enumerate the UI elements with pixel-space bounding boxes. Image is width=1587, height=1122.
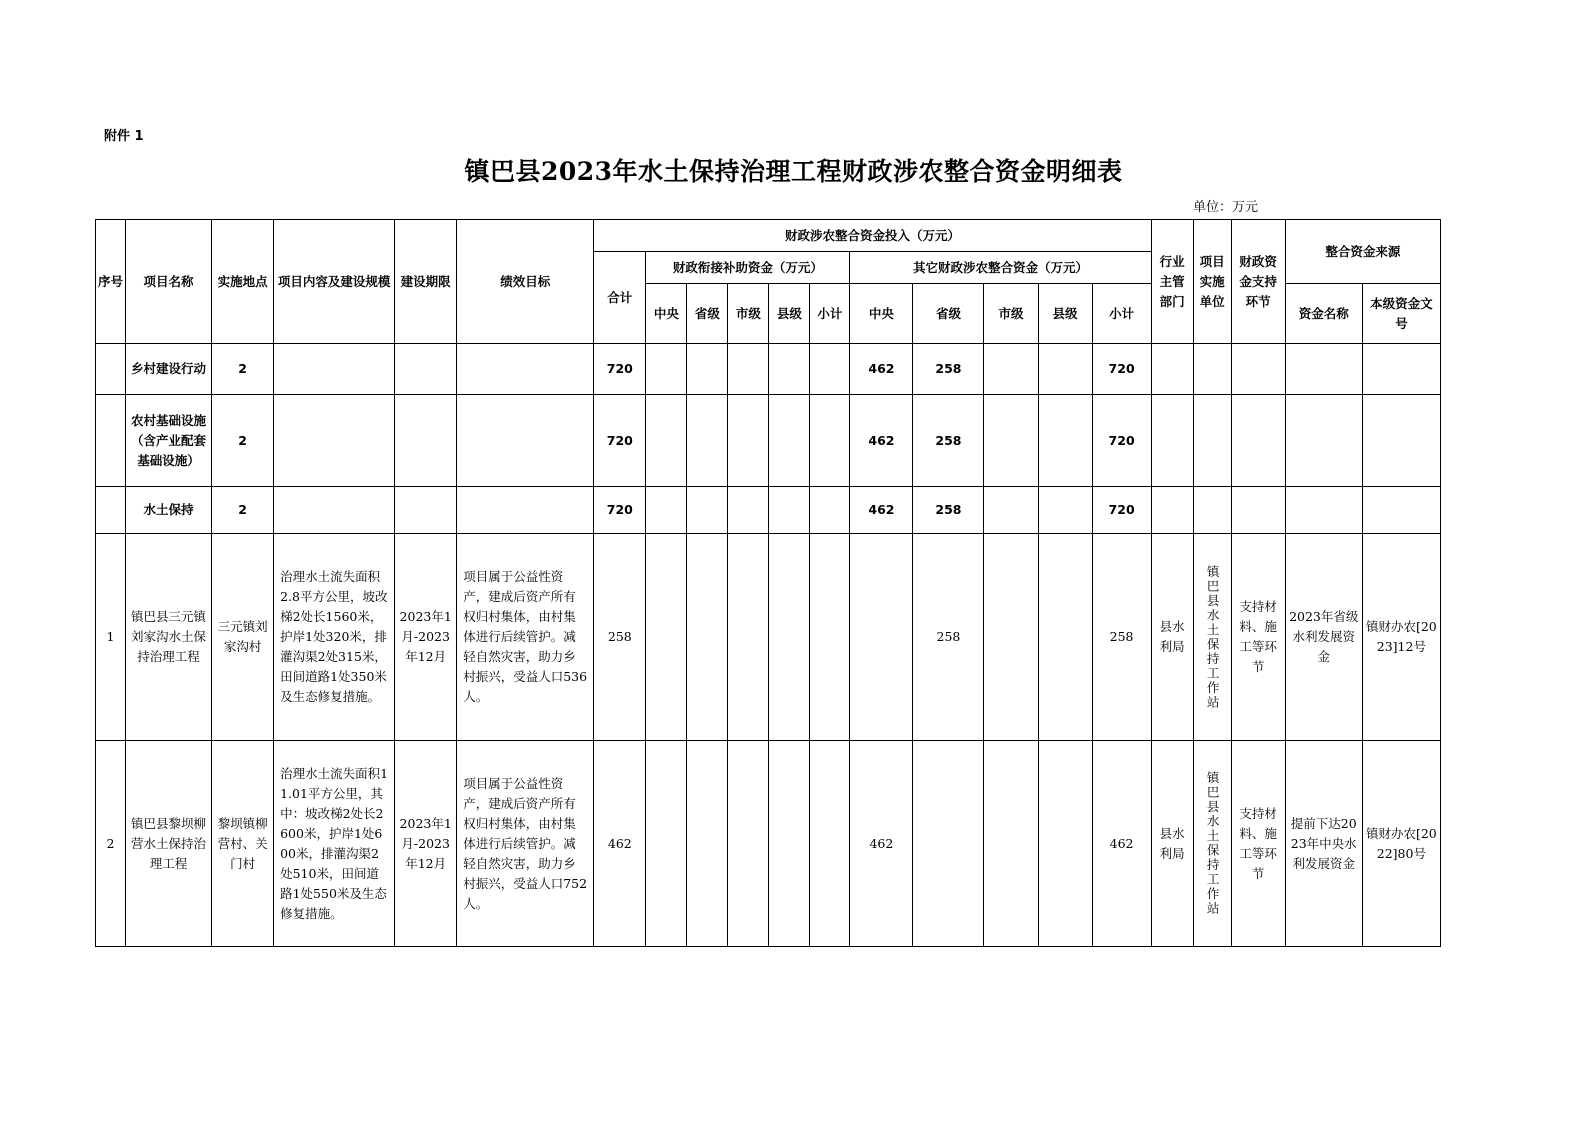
summary-name: 农村基础设施（含产业配套基础设施） [126, 395, 212, 487]
header-dept: 行业主管部门 [1151, 220, 1193, 344]
header-other-subtotal: 小计 [1092, 284, 1151, 344]
header-subsidy-central: 中央 [646, 284, 687, 344]
row-other-central: 462 [850, 741, 913, 947]
row-other-subtotal: 462 [1092, 741, 1151, 947]
header-name: 项目名称 [126, 220, 212, 344]
row-other-province [913, 741, 984, 947]
header-doc-no: 本级资金文号 [1362, 284, 1440, 344]
summary-row [96, 395, 1441, 487]
header-other-province: 省级 [913, 284, 984, 344]
header-other-city: 市级 [984, 284, 1038, 344]
row-dept: 县水利局 [1151, 741, 1193, 947]
summary-total: 720 [594, 344, 646, 395]
row-seq: 2 [96, 741, 126, 947]
row-doc-no: 镇财办农[2023]12号 [1362, 534, 1440, 741]
row-location: 黎坝镇柳营村、关门村 [212, 741, 274, 947]
summary-total: 720 [594, 487, 646, 534]
row-goal: 项目属于公益性资产，建成后资产所有权归村集体，由村集体进行后续管护。减轻自然灾害，助力乡村振兴，受益人口536人。 [457, 534, 594, 741]
summary-other-central: 462 [850, 395, 913, 487]
fund-detail-table [95, 219, 1441, 947]
header-invest-total: 财政涉农整合资金投入（万元） [594, 220, 1151, 252]
header-total: 合计 [594, 252, 646, 344]
row-other-subtotal: 258 [1092, 534, 1151, 741]
summary-location: 2 [212, 487, 274, 534]
summary-total: 720 [594, 395, 646, 487]
row-support: 支持材料、施工等环节 [1231, 534, 1285, 741]
header-subsidy-subtotal: 小计 [810, 284, 850, 344]
summary-other-subtotal: 720 [1092, 487, 1151, 534]
summary-name: 乡村建设行动 [126, 344, 212, 395]
header-period: 建设期限 [395, 220, 457, 344]
summary-other-province: 258 [913, 487, 984, 534]
row-location: 三元镇刘家沟村 [212, 534, 274, 741]
summary-row [96, 487, 1441, 534]
header-subsidy: 财政衔接补助资金（万元） [646, 252, 850, 284]
row-period: 2023年1月-2023年12月 [395, 534, 457, 741]
header-seq: 序号 [96, 220, 126, 344]
header-content: 项目内容及建设规模 [274, 220, 395, 344]
row-name: 镇巴县黎坝柳营水土保持治理工程 [126, 741, 212, 947]
row-content: 治理水土流失面积11.01平方公里，其中：坡改梯2处长2600米，护岸1处600米，排灌沟渠2处510米，田间道路1处550米及生态修复措施。 [274, 741, 395, 947]
row-fund-name: 2023年省级水利发展资金 [1285, 534, 1362, 741]
table-row [96, 741, 1441, 947]
row-period: 2023年1月-2023年12月 [395, 741, 457, 947]
header-source: 整合资金来源 [1285, 220, 1440, 284]
page-title: 镇巴县2023年水土保持治理工程财政涉农整合资金明细表 [464, 157, 1123, 186]
row-dept: 县水利局 [1151, 534, 1193, 741]
header-other-county: 县级 [1038, 284, 1092, 344]
row-goal: 项目属于公益性资产，建成后资产所有权归村集体，由村集体进行后续管护。减轻自然灾害，助力乡村振兴，受益人口752人。 [457, 741, 594, 947]
header-subsidy-province: 省级 [687, 284, 728, 344]
summary-other-subtotal: 720 [1092, 395, 1151, 487]
summary-row [96, 344, 1441, 395]
row-doc-no: 镇财办农[2022]80号 [1362, 741, 1440, 947]
summary-other-central: 462 [850, 487, 913, 534]
row-other-province: 258 [913, 534, 984, 741]
unit-label: 单位：万元 [1193, 200, 1259, 215]
summary-location: 2 [212, 344, 274, 395]
header-fund-name: 资金名称 [1285, 284, 1362, 344]
row-unit-impl: 镇巴县水土保持工作站 [1205, 771, 1221, 916]
row-fund-name: 提前下达2023年中央水利发展资金 [1285, 741, 1362, 947]
header-support: 财政资金支持环节 [1231, 220, 1285, 344]
row-other-central [850, 534, 913, 741]
row-unit-impl: 镇巴县水土保持工作站 [1205, 564, 1221, 710]
header-other: 其它财政涉农整合资金（万元） [850, 252, 1151, 284]
header-goal: 绩效目标 [457, 220, 594, 344]
row-content: 治理水土流失面积2.8平方公里，坡改梯2处长1560米，护岸1处320米，排灌沟渠2处315米，田间道路1处350米及生态修复措施。 [274, 534, 395, 741]
summary-other-province: 258 [913, 395, 984, 487]
row-support: 支持材料、施工等环节 [1231, 741, 1285, 947]
header-unit-impl: 项目实施单位 [1193, 220, 1231, 344]
header-subsidy-city: 市级 [728, 284, 769, 344]
summary-location: 2 [212, 395, 274, 487]
summary-other-province: 258 [913, 344, 984, 395]
summary-name: 水土保持 [126, 487, 212, 534]
header-location: 实施地点 [212, 220, 274, 344]
row-total: 462 [594, 741, 646, 947]
header-other-central: 中央 [850, 284, 913, 344]
row-seq: 1 [96, 534, 126, 741]
summary-other-subtotal: 720 [1092, 344, 1151, 395]
header-subsidy-county: 县级 [769, 284, 810, 344]
attachment-label: 附件 1 [104, 129, 144, 144]
row-total: 258 [594, 534, 646, 741]
row-name: 镇巴县三元镇刘家沟水土保持治理工程 [126, 534, 212, 741]
summary-other-central: 462 [850, 344, 913, 395]
table-row [96, 534, 1441, 741]
